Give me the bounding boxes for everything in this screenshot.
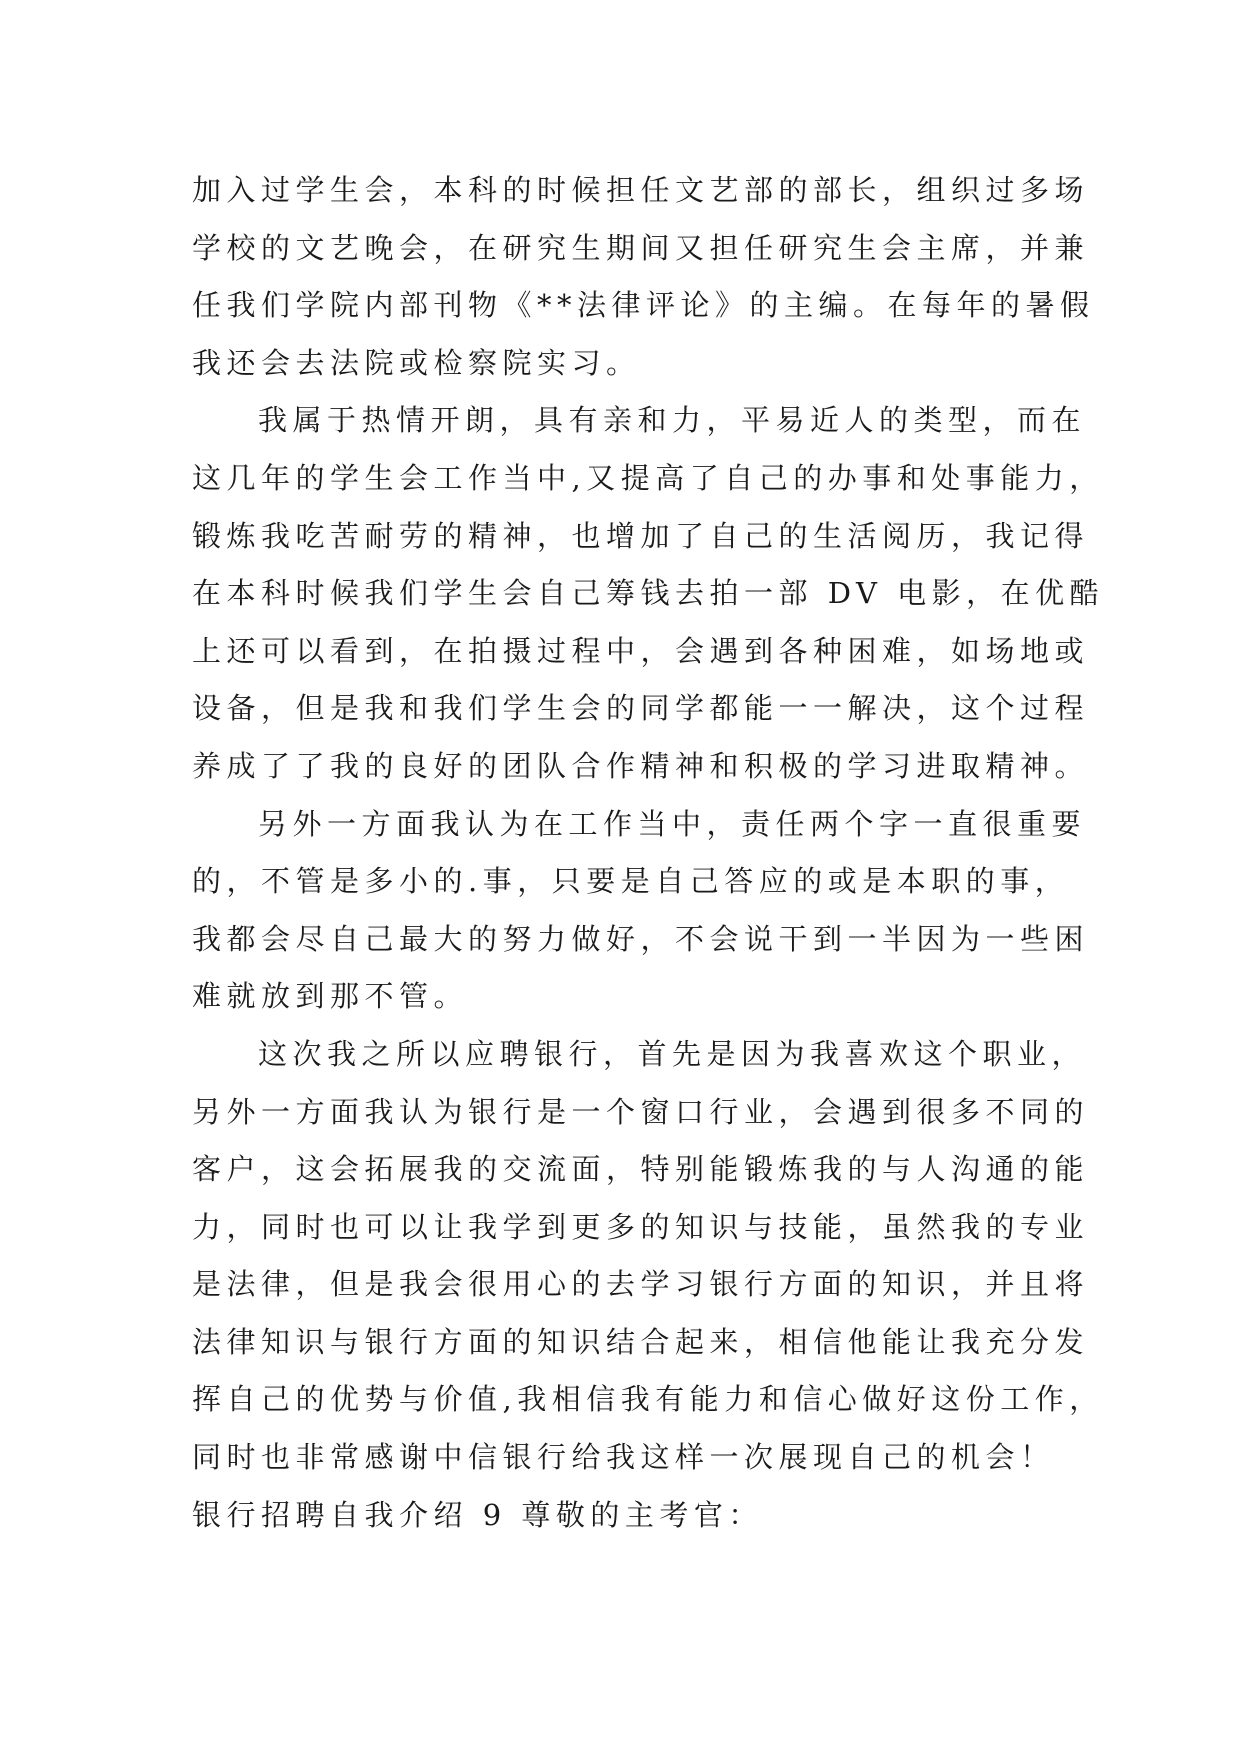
document-body — [192, 162, 1105, 1544]
text-line: 是法律，但是我会很用心的去学习银行方面的知识，并且将 — [192, 1267, 1090, 1302]
text-line: 在本科时候我们学生会自己筹钱去拍一部 DV 电影，在优酷 — [192, 576, 1105, 611]
paragraph-1 — [192, 162, 1095, 392]
text-line: 挥自己的优势与价值,我相信我有能力和信心做好这份工作， — [192, 1382, 1104, 1417]
text-line: 这次我之所以应聘银行，首先是因为我喜欢这个职业， — [258, 1036, 1087, 1071]
text-line: 任我们学院内部刊物《**法律评论》的主编。在每年的暑假 — [192, 288, 1095, 323]
paragraph-5-heading — [192, 1487, 1072, 1545]
text-line: 设备，但是我和我们学生会的同学都能一一解决，这个过程 — [192, 691, 1090, 726]
text-line: 养成了了我的良好的团队合作精神和积极的学习进取精神。 — [192, 748, 1090, 783]
paragraph-4 — [192, 1026, 1104, 1487]
text-line: 难就放到那不管。 — [192, 979, 469, 1014]
text-line: 另外一方面我认为银行是一个窗口行业，会遇到很多不同的 — [192, 1094, 1090, 1129]
text-line: 这几年的学生会工作当中,又提高了自己的办事和处事能力， — [192, 460, 1104, 495]
text-line: 银行招聘自我介绍 9 尊敬的主考官： — [192, 1497, 763, 1532]
text-line: 我都会尽自己最大的努力做好，不会说干到一半因为一些困 — [192, 921, 1090, 956]
text-line: 客户，这会拓展我的交流面，特别能锻炼我的与人沟通的能 — [192, 1152, 1090, 1187]
text-line: 另外一方面我认为在工作当中，责任两个字一直很重要 — [258, 806, 1087, 841]
text-line: 锻炼我吃苦耐劳的精神，也增加了自己的生活阅历，我记得 — [192, 518, 1090, 553]
text-line: 力，同时也可以让我学到更多的知识与技能，虽然我的专业 — [192, 1209, 1090, 1244]
text-line: 同时也非常感谢中信银行给我这样一次展现自己的机会！ — [192, 1440, 1055, 1475]
text-line: 的，不管是多小的.事，只要是自己答应的或是本职的事， — [192, 864, 1070, 899]
text-line: 法律知识与银行方面的知识结合起来，相信他能让我充分发 — [192, 1324, 1090, 1359]
text-line: 加入过学生会，本科的时候担任文艺部的部长，组织过多场 — [192, 173, 1090, 207]
text-line: 我还会去法院或检察院实习。 — [192, 345, 641, 380]
text-line: 上还可以看到，在拍摄过程中，会遇到各种困难，如场地或 — [192, 633, 1090, 668]
text-line: 我属于热情开朗，具有亲和力，平易近人的类型，而在 — [258, 403, 1087, 438]
paragraph-2 — [192, 392, 1105, 795]
paragraph-3 — [192, 796, 1090, 1026]
text-line: 学校的文艺晚会，在研究生期间又担任研究生会主席，并兼 — [192, 230, 1090, 265]
